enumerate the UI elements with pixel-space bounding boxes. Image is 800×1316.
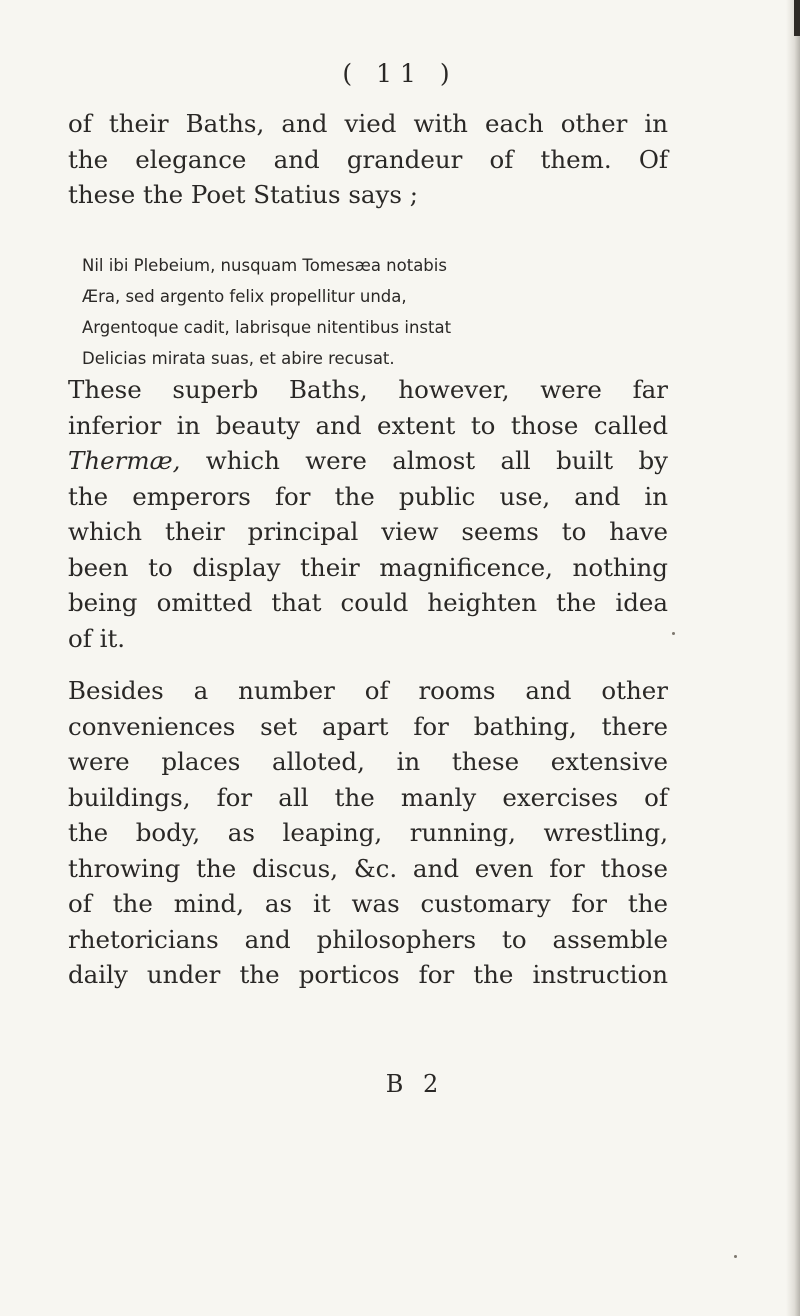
text-line: been to display their magnificence, nothing xyxy=(68,552,668,582)
page-edge-mark xyxy=(794,0,800,36)
thermae-term: Thermæ, xyxy=(68,446,181,475)
quote-line: Nil ibi Plebeium, nusquam Tomesæa notabis xyxy=(82,256,447,275)
page-number: ( 11 ) xyxy=(342,59,458,88)
text-fragment: which were almost all built by xyxy=(180,446,668,475)
text-line: the emperors for the public use, and in xyxy=(68,481,668,511)
text-line: the body, as leaping, running, wrestling, xyxy=(68,818,668,847)
quote-line: Delicias mirata suas, et abire recusat. xyxy=(82,349,395,368)
text-line: were places alloted, in these extensive xyxy=(68,747,668,776)
paragraph-3 xyxy=(68,673,668,993)
text-line: rhetoricians and philosophers to assemble xyxy=(68,924,668,954)
text-line: these the Poet Statius says ; xyxy=(68,180,418,209)
paper-speck xyxy=(672,632,675,635)
paragraph-2 xyxy=(68,372,668,656)
paragraph-1 xyxy=(68,106,668,213)
text-line: of the mind, as it was customary for the xyxy=(68,889,668,918)
signature-mark: B 2 xyxy=(385,1070,445,1098)
text-line xyxy=(68,443,668,479)
text-line: Besides a number of rooms and other xyxy=(68,676,668,705)
text-line: being omitted that could heighten the idea xyxy=(68,588,668,617)
quote-line: Argentoque cadit, labrisque nitentibus instat xyxy=(82,318,452,337)
text-line: conveniences set apart for bathing, there xyxy=(68,711,668,741)
text-line: of their Baths, and vied with each other in xyxy=(68,109,668,138)
text-line: which their principal view seems to have xyxy=(68,517,668,546)
text-line: These superb Baths, however, were far xyxy=(68,375,668,404)
text-line: throwing the discus, &c. and even for those xyxy=(68,853,668,883)
page-edge-shadow xyxy=(786,0,800,1316)
text-line: of it. xyxy=(68,623,126,653)
text-line: inferior in beauty and extent to those called xyxy=(68,410,668,440)
paper-speck xyxy=(734,1255,737,1258)
latin-quotation xyxy=(82,250,642,374)
quote-line: Æra, sed argento felix propellitur unda, xyxy=(82,287,407,306)
text-line: buildings, for all the manly exercises of xyxy=(68,782,668,812)
text-line: the elegance and grandeur of them. Of xyxy=(68,144,668,174)
text-line: daily under the porticos for the instruction xyxy=(68,960,668,989)
